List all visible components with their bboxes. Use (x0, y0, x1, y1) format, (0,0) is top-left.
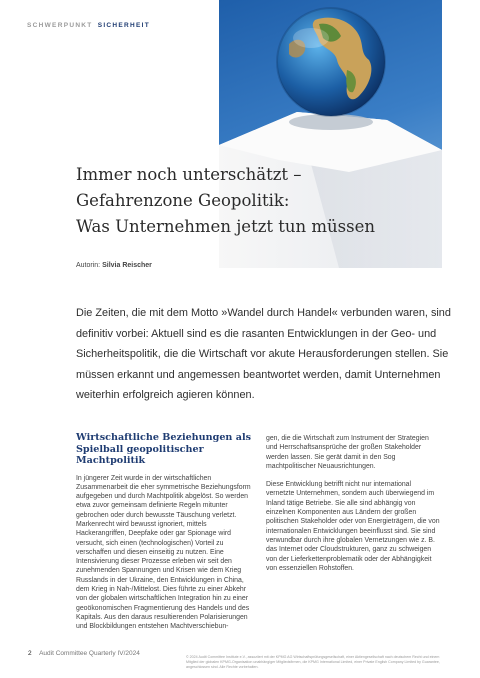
page-number: 2 (28, 650, 32, 657)
right-column (266, 434, 441, 582)
article-title (76, 162, 436, 240)
author-name: Silvia Reischer (102, 262, 152, 269)
title-line-3: Was Unternehmen jetzt tun müssen (76, 217, 375, 236)
section-topic: SICHERHEIT (97, 22, 151, 29)
title-line-2: Gefahrenzone Geopolitik: (76, 191, 290, 210)
author-label: Autorin: (76, 262, 101, 269)
left-column (76, 432, 251, 641)
body-paragraph: In jüngerer Zeit wurde in der wirtschaftlichen Zusammenarbeit die eher symmetrische Beziehungsform aufgegeben und durch Machtpolitik abgelöst. So werden etwa zuvor gemeinsam definierte Regeln mitunter gebrochen oder durch bewusste Täuschung verletzt. Markenrecht wird bewusst ignoriert, mittels Hackerangriffen, Deepfake oder gar Spionage wird versucht, sich einen (technologischen) Vorteil zu verschaffen und diesen einseitig zu nutzen. Eine Intensivierung dieser Prozesse erleben wir seit den zunehmenden Spannungen und Krisen wie dem Krieg Russlands in der Ukraine, den Entwicklungen in China, dem Krieg in Nah-/Mittelost. Dies führte zu einer Abkehr von der globalen wirtschaftlichen Integration hin zu einer geoökonomischen Fragmentierung des Handels und des Kapitals. Aus den daraus resultierenden Polarisierungen und Blockbildungen entstehen Machtverschiebun- (76, 474, 251, 631)
title-line-1: Immer noch unterschätzt – (76, 165, 302, 184)
page-footer (28, 650, 140, 657)
author-line (76, 262, 152, 269)
body-paragraph: gen, die die Wirtschaft zum Instrument der Strategien und Herrschaftsansprüche der großen Stakeholder werden lassen. Sie gerät damit in den Sog machtpolitischer Neuausrichtungen. (266, 435, 429, 470)
section-subheading: Wirtschaftliche Beziehungen als Spielball geopolitischer Machtpolitik (76, 432, 252, 466)
body-paragraph: Diese Entwicklung betrifft nicht nur international vernetzte Unternehmen, sondern auch überwiegend im Inland tätige Betriebe. Sie alle sind abhängig von einzelnen Komponenten aus Ländern der großen politischen Stakeholder oder von Energieträgern, die von internationalen Entwicklungen beeinflusst sind. Sie sind verwundbar durch ihre globalen Vernetzungen wie z. B. das Internet oder Cloudstrukturen, ganz zu schweigen von der Lieferkettenproblematik oder der Abhängigkeit von essenziellen Rohstoffen. (266, 481, 440, 572)
section-rubric (27, 22, 150, 29)
section-label: SCHWERPUNKT (27, 22, 93, 29)
lead-paragraph: Die Zeiten, die mit dem Motto »Wandel durch Handel« verbunden waren, sind definitiv vorbei: Aktuell sind es die rasanten Entwicklungen in der Geo- und Sicherheitspolitik, die die Wirtschaft vor akute Herausforderungen stellen. Sie müssen erkannt und angemessen beantwortet werden, damit Unternehmen weiterhin erfolgreich agieren können. (76, 307, 451, 401)
copyright-notice: © 2024 Audit Committee Institute e.V., assoziiert mit der KPMG AG Wirtschaftsprüfungsgesellschaft, einer Aktiengesellschaft nach deutschem Recht und einem Mitglied der globalen KPMG-Organisation unabhängiger Mitgliedsfirmen, die KPMG International Limited, einer Private English Company Limited by Guarantee, angeschlossen sind. Alle Rechte vorbehalten. (186, 655, 440, 669)
publication-name: Audit Committee Quarterly IV/2024 (39, 650, 140, 657)
